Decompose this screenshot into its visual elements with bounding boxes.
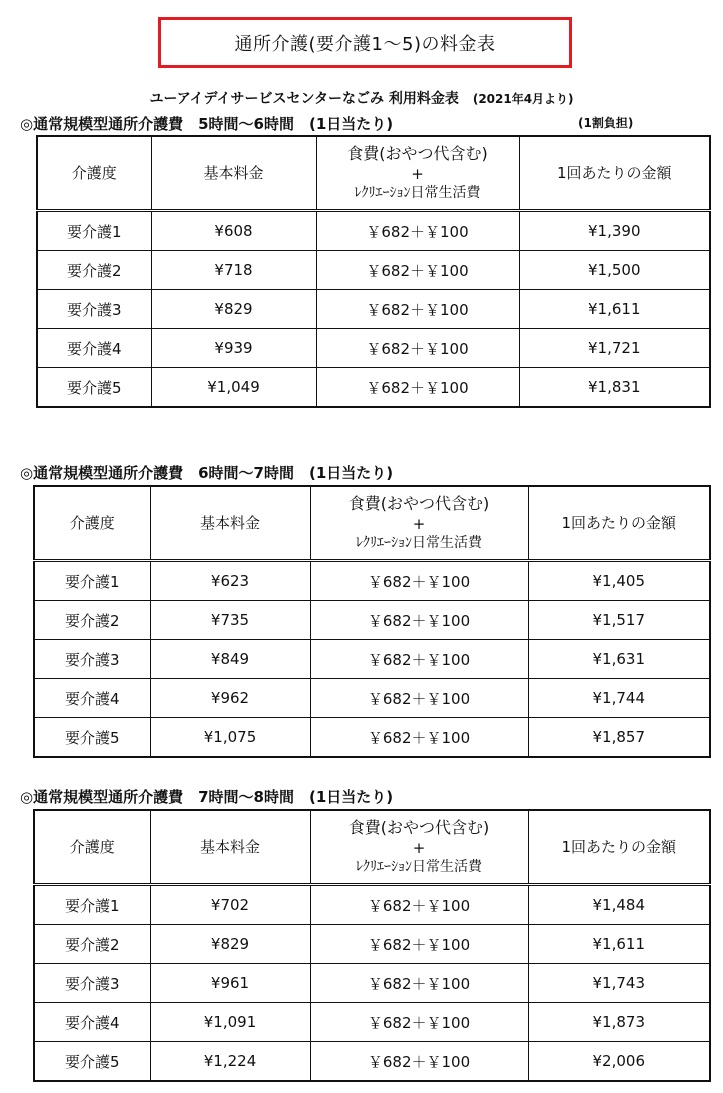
table-row: [37, 211, 710, 251]
cell-level: 要介護2: [37, 251, 151, 290]
cell-meal: ￥682＋￥100: [310, 1042, 528, 1082]
cell-total: ¥1,744: [528, 679, 710, 718]
cell-total: ¥1,631: [528, 640, 710, 679]
column-header-total: 1回あたりの金額: [528, 810, 710, 885]
cell-meal: ￥682＋￥100: [310, 964, 528, 1003]
meal-header-line1: 食費(おやつ代含む): [348, 817, 490, 837]
table-row: [34, 964, 710, 1003]
meal-header-line1: 食費(おやつ代含む): [348, 493, 490, 513]
cell-base: ¥939: [151, 329, 316, 368]
burden-note: (1割負担): [578, 116, 634, 130]
column-header-total: 1回あたりの金額: [519, 136, 710, 211]
meal-header-line1: 食費(おやつ代含む): [347, 143, 488, 163]
table-row: [34, 679, 710, 718]
cell-base: ¥608: [151, 211, 316, 251]
cell-meal: ￥682＋￥100: [316, 251, 519, 290]
cell-level: 要介護5: [34, 718, 150, 758]
column-header-base: 基本料金: [151, 136, 316, 211]
cell-base: ¥829: [151, 290, 316, 329]
subtitle: [0, 88, 723, 108]
meal-header-plus: +: [412, 515, 426, 534]
cell-meal: ￥682＋￥100: [310, 601, 528, 640]
column-header-base: 基本料金: [150, 810, 310, 885]
cell-total: ¥1,611: [519, 290, 710, 329]
cell-meal: ￥682＋￥100: [310, 1003, 528, 1042]
cell-total: ¥1,743: [528, 964, 710, 1003]
table-row: [34, 1003, 710, 1042]
column-header-total: 1回あたりの金額: [528, 486, 710, 561]
cell-base: ¥718: [151, 251, 316, 290]
facility-name: ユーアイデイサービスセンターなごみ 利用料金表: [149, 91, 459, 107]
column-header-level: 介護度: [37, 136, 151, 211]
table-row: [34, 1042, 710, 1082]
table-header-row: [34, 810, 710, 885]
cell-meal: ￥682＋￥100: [310, 925, 528, 964]
cell-base: ¥1,091: [150, 1003, 310, 1042]
cell-level: 要介護1: [34, 561, 150, 601]
cell-meal: ￥682＋￥100: [310, 885, 528, 925]
cell-total: ¥1,390: [519, 211, 710, 251]
meal-header-line3: ﾚｸﾘｴｰｼｮﾝ日常生活費: [356, 535, 482, 552]
cell-level: 要介護1: [37, 211, 151, 251]
cell-total: ¥1,721: [519, 329, 710, 368]
cell-total: ¥1,517: [528, 601, 710, 640]
table-row: [37, 329, 710, 368]
meal-header-plus: +: [411, 165, 424, 184]
meal-header-line3: ﾚｸﾘｴｰｼｮﾝ日常生活費: [354, 185, 481, 202]
cell-base: ¥849: [150, 640, 310, 679]
cell-total: ¥1,857: [528, 718, 710, 758]
table-row: [34, 718, 710, 758]
cell-level: 要介護3: [34, 964, 150, 1003]
column-header-level: 介護度: [34, 486, 150, 561]
table-row: [37, 251, 710, 290]
cell-level: 要介護3: [34, 640, 150, 679]
cell-base: ¥702: [150, 885, 310, 925]
cell-level: 要介護1: [34, 885, 150, 925]
table-row: [37, 368, 710, 408]
table-row: [34, 561, 710, 601]
cell-level: 要介護2: [34, 925, 150, 964]
cell-base: ¥1,049: [151, 368, 316, 408]
meal-header-plus: +: [412, 839, 426, 858]
section-header-3: ◎通常規模型通所介護費 7時間～8時間 (1日当たり): [20, 788, 394, 806]
section-header-1: ◎通常規模型通所介護費 5時間～6時間 (1日当たり): [20, 115, 394, 133]
table-row: [37, 290, 710, 329]
page-title: 通所介護(要介護1～5)の料金表: [234, 33, 496, 55]
cell-meal: ￥682＋￥100: [310, 718, 528, 758]
cell-level: 要介護4: [34, 679, 150, 718]
cell-total: ¥2,006: [528, 1042, 710, 1082]
table-row: [34, 885, 710, 925]
cell-total: ¥1,611: [528, 925, 710, 964]
column-header-level: 介護度: [34, 810, 150, 885]
cell-base: ¥1,075: [150, 718, 310, 758]
meal-header-line3: ﾚｸﾘｴｰｼｮﾝ日常生活費: [356, 859, 482, 876]
section-header-2: ◎通常規模型通所介護費 6時間～7時間 (1日当たり): [20, 464, 394, 482]
table-row: [34, 640, 710, 679]
cell-total: ¥1,484: [528, 885, 710, 925]
cell-total: ¥1,405: [528, 561, 710, 601]
cell-level: 要介護4: [37, 329, 151, 368]
cell-base: ¥961: [150, 964, 310, 1003]
column-header-meal: [310, 810, 528, 885]
effective-date: (2021年4月より): [472, 92, 574, 106]
cell-level: 要介護5: [34, 1042, 150, 1082]
cell-meal: ￥682＋￥100: [316, 290, 519, 329]
cell-total: ¥1,831: [519, 368, 710, 408]
cell-base: ¥735: [150, 601, 310, 640]
table-header-row: [37, 136, 710, 211]
cell-base: ¥623: [150, 561, 310, 601]
page-title-box: [158, 17, 572, 68]
table-row: [34, 601, 710, 640]
fee-table-1: [36, 135, 711, 408]
cell-level: 要介護2: [34, 601, 150, 640]
cell-meal: ￥682＋￥100: [310, 561, 528, 601]
fee-table-2: [33, 485, 711, 758]
cell-meal: ￥682＋￥100: [316, 329, 519, 368]
column-header-base: 基本料金: [150, 486, 310, 561]
cell-base: ¥962: [150, 679, 310, 718]
cell-base: ¥1,224: [150, 1042, 310, 1082]
cell-meal: ￥682＋￥100: [310, 640, 528, 679]
cell-meal: ￥682＋￥100: [316, 211, 519, 251]
cell-total: ¥1,500: [519, 251, 710, 290]
column-header-meal: [310, 486, 528, 561]
cell-meal: ￥682＋￥100: [310, 679, 528, 718]
table-row: [34, 925, 710, 964]
cell-meal: ￥682＋￥100: [316, 368, 519, 408]
table-header-row: [34, 486, 710, 561]
cell-total: ¥1,873: [528, 1003, 710, 1042]
column-header-meal: [316, 136, 519, 211]
cell-level: 要介護4: [34, 1003, 150, 1042]
cell-base: ¥829: [150, 925, 310, 964]
fee-table-3: [33, 809, 711, 1082]
cell-level: 要介護5: [37, 368, 151, 408]
cell-level: 要介護3: [37, 290, 151, 329]
